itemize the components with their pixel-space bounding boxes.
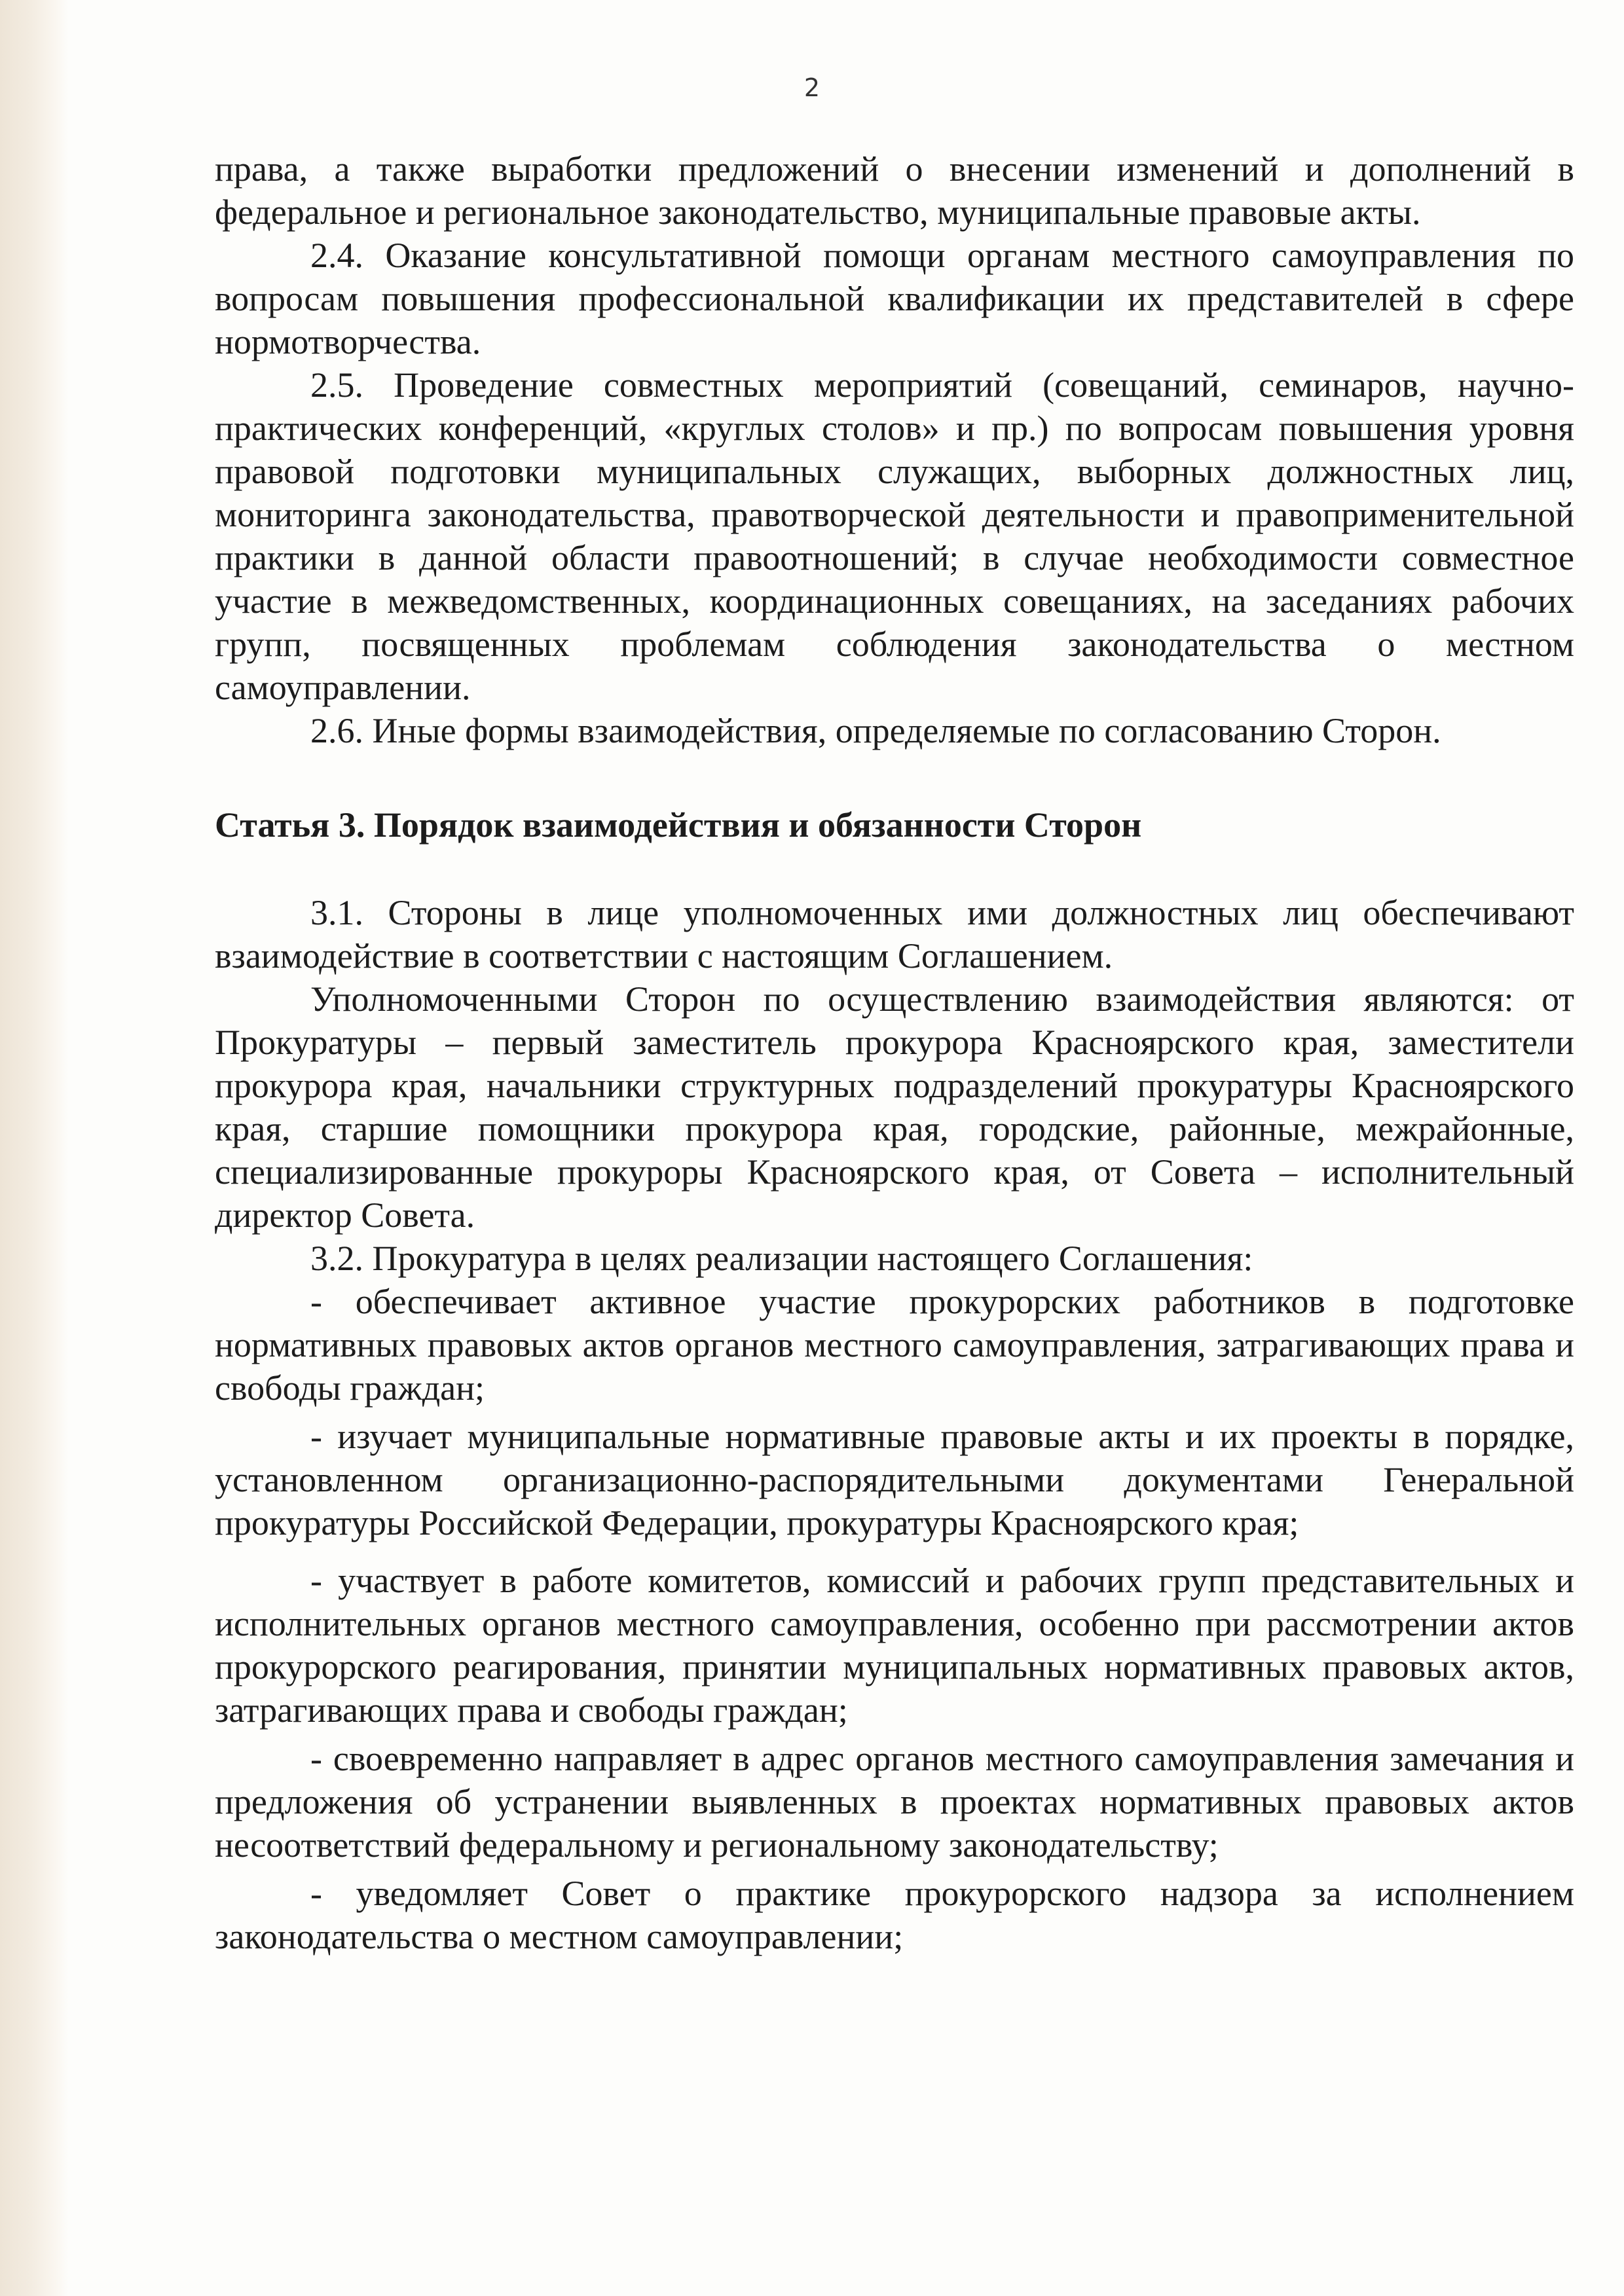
- list-item: - обеспечивает активное участие прокурорских работников в подготовке нормативных правовых актов органов местного самоуправления, затрагивающих права и свободы граждан;: [215, 1282, 1574, 1408]
- article-3-heading: Статья 3. Порядок взаимодействия и обязанности Сторон: [215, 805, 1142, 845]
- paragraph-2-4: 2.4. Оказание консультативной помощи органам местного самоуправления по вопросам повышения профессиональной квалификации их представителей в сфере нормотворчества.: [215, 236, 1574, 361]
- list-item: - своевременно направляет в адрес органов местного самоуправления замечания и предложения об устранении выявленных в проектах нормативных правовых актов несоответствий федеральному и региональному законодательству;: [215, 1739, 1574, 1865]
- scan-edge-shadow: [0, 0, 69, 2296]
- list-item: - изучает муниципальные нормативные правовые акты и их проекты в порядке, установленном организационно-распорядительными документами Генеральной прокуратуры Российской Федерации, прокуратуры Красноярского края;: [215, 1417, 1574, 1542]
- document-body: [215, 147, 1574, 1958]
- paragraph-3-2: 3.2. Прокуратура в целях реализации настоящего Соглашения:: [310, 1239, 1253, 1278]
- paragraph-2-5: 2.5. Проведение совместных мероприятий (совещаний, семинаров, научно-практических конференций, «круглых столов» и пр.) по вопросам повышения уровня правовой подготовки муниципальных служащих, выборных должностных лиц, мониторинга законодательства, правотворческой деятельности и правоприменительной практики в данной области правоотношений; в случае необходимости совместное участие в межведомственных, координационных совещаниях, на заседаниях рабочих групп, посвященных проблемам соблюдения законодательства о местном самоуправлении.: [215, 365, 1574, 707]
- paragraph-authorized-persons: Уполномоченными Сторон по осуществлению взаимодействия являются: от Прокуратуры – первый заместитель прокурора Красноярского края, заместители прокурора края, начальники структурных подразделений прокуратуры Красноярского края, старшие помощники прокурора края, городские, районные, межрайонные, специализированные прокуроры Красноярского края, от Совета – исполнительный директор Совета.: [215, 979, 1574, 1235]
- paragraph-2-6: 2.6. Иные формы взаимодействия, определяемые по согласованию Сторон.: [310, 711, 1441, 750]
- paragraph-continuation: права, а также выработки предложений о внесении изменений и дополнений в федеральное и региональное законодательство, муниципальные правовые акты.: [215, 149, 1574, 232]
- paragraph-3-1: 3.1. Стороны в лице уполномоченных ими должностных лиц обеспечивают взаимодействие в соответствии с настоящим Соглашением.: [215, 893, 1574, 975]
- list-item: - участвует в работе комитетов, комиссий и рабочих групп представительных и исполнительных органов местного самоуправления, особенно при рассмотрении актов прокурорского реагирования, принятии муниципальных нормативных правовых актов, затрагивающих права и свободы граждан;: [215, 1561, 1574, 1730]
- page-number: 2: [803, 73, 821, 102]
- list-item: - уведомляет Совет о практике прокурорского надзора за исполнением законодательства о местном самоуправлении;: [215, 1874, 1574, 1956]
